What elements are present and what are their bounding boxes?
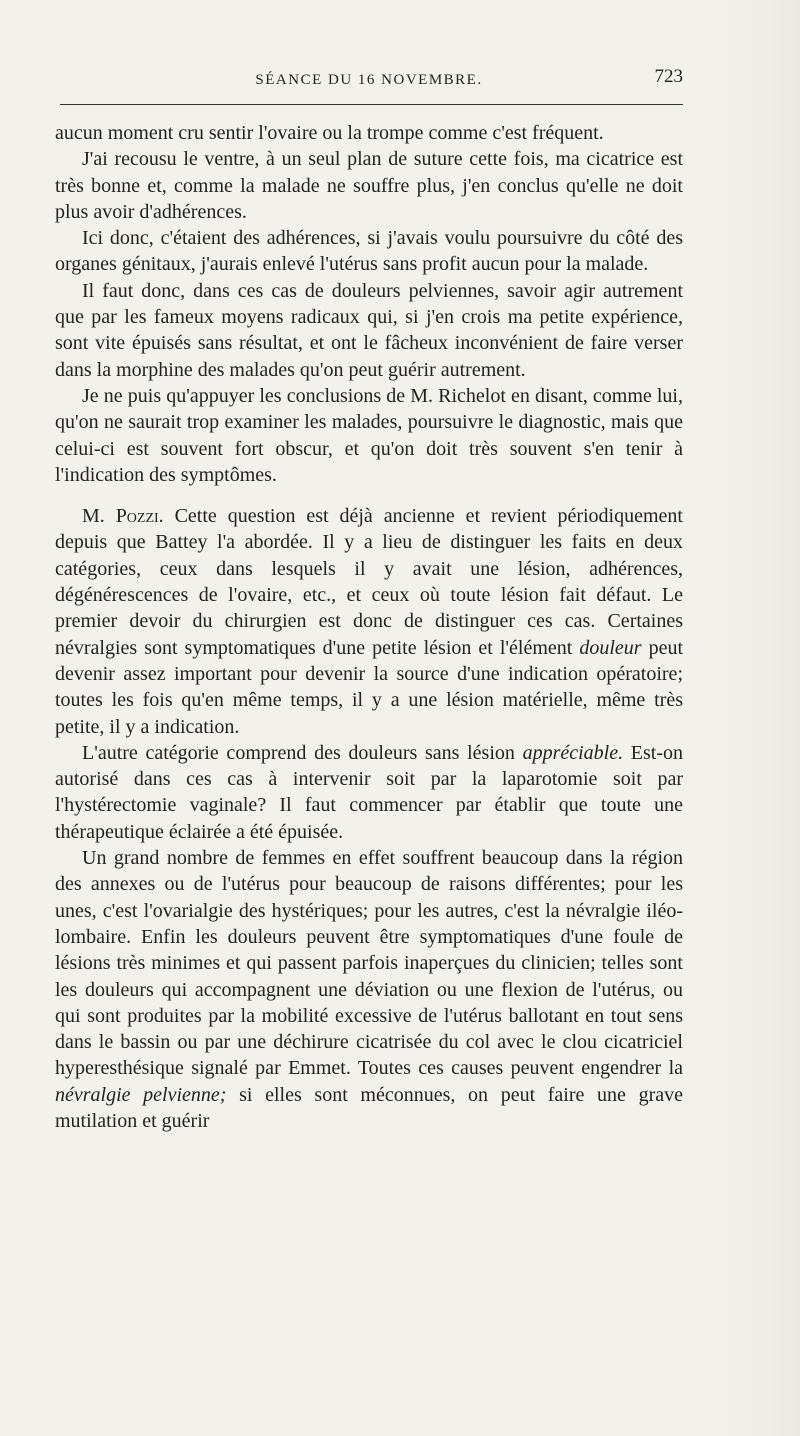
paragraph [55,845,683,1134]
paragraph [55,278,683,383]
paragraph-text: Est-on autorisé dans ces cas à intervenir soit par la laparotomie soit par l'hystérectomie vaginale? Il faut commencer par établir que toute une thérapeutique éclairée a été épuisée. [55,741,684,843]
paragraph-text: Ici donc, c'étaient des adhérences, si j'avais voulu poursuivre du côté des organes génitaux, j'aurais enlevé l'utérus sans profit aucun pour la malade. [55,227,683,276]
page-number: 723 [654,66,683,87]
paragraph-text: Je ne puis qu'appuyer les conclusions de M. Richelot en disant, comme lui, qu'on ne saurait trop examiner les malades, poursuivre le diagnostic, mais que celui-ci est souvent fort obscur, et qu'on doit très souvent s'en tenir à l'indication des symptômes. [55,384,683,486]
paragraph [55,383,683,488]
paragraph-text: si elles sont méconnues, on peut faire une grave mutilation et guérir [55,1083,684,1132]
paragraph-pozzi [55,503,683,740]
paragraph-text: Un grand nombre de femmes en effet souffrent beaucoup dans la région des annexes ou de l'utérus pour beaucoup de raisons différentes; pour les unes, c'est l'ovarialgie des hystériques; pour les autres, c'est la névralgie iléo-lombaire. Enfin les douleurs peuvent être symptomatiques d'une foule de lésions très minimes et qui passent parfois inaperçues du clinicien; telles sont les douleurs qui accompagnent une déviation ou une flexion de l'utérus, ou qui sont produites par la mobilité excessive de l'utérus ballotant en tout sens dans le bassin ou par une déchirure cicatrisée du col avec le clou cicatriciel hyperesthésique signalé par Emmet. Toutes ces causes peuvent engendrer la [55,847,683,1080]
paragraph-text: peut devenir assez important pour devenir la source d'une indication opératoire; toutes les fois qu'en même temps, il y a une lésion matérielle, même très petite, il y a indication. [55,636,683,738]
running-title: SÉANCE DU 16 NOVEMBRE. [255,72,483,88]
paragraph-continuation [55,120,683,146]
body-text [55,120,683,1134]
paragraph-text: J'ai recousu le ventre, à un seul plan de suture cette fois, ma cicatrice est très bonne et, comme la malade ne souffre plus, j'en conclus qu'elle ne doit plus avoir d'adhérences. [55,148,683,223]
paragraph-text: Cette question est déjà ancienne et revient périodiquement depuis que Battey l'a abordée. Il y a lieu de distinguer les faits en deux catégories, ceux dans lesquels il y avait une lésion, adhérences, dégénérescences de l'ovaire, etc., et ceux où toute lésion fait défaut. Le premier devoir du chirurgien est donc de distinguer ces cas. Certaines névralgies sont symptomatiques d'une petite lésion et l'élément [55,505,683,659]
italic-term: douleur [579,636,642,659]
paragraph-text: L'autre catégorie comprend des douleurs sans lésion [82,741,523,764]
italic-term: névralgie pelvienne; [55,1083,227,1106]
page-edge-shading [710,0,800,1436]
paragraph [55,146,683,225]
paragraph-text: aucun moment cru sentir l'ovaire ou la trompe comme c'est fréquent. [55,122,604,144]
header-rule [60,104,683,105]
page-header [55,62,683,102]
paragraph [55,740,683,845]
italic-term: appréciable. [522,741,624,764]
paragraph-text: Il faut donc, dans ces cas de douleurs pelviennes, savoir agir autrement que par les fameux moyens radicaux qui, si j'en crois ma petite expérience, sont vite épuisés sans résultat, et ont le fâcheux inconvénient de faire verser dans la morphine des malades qu'on peut guérir autrement. [55,279,683,381]
speaker-name: M. Pozzi. [82,505,164,528]
paragraph [55,225,683,278]
